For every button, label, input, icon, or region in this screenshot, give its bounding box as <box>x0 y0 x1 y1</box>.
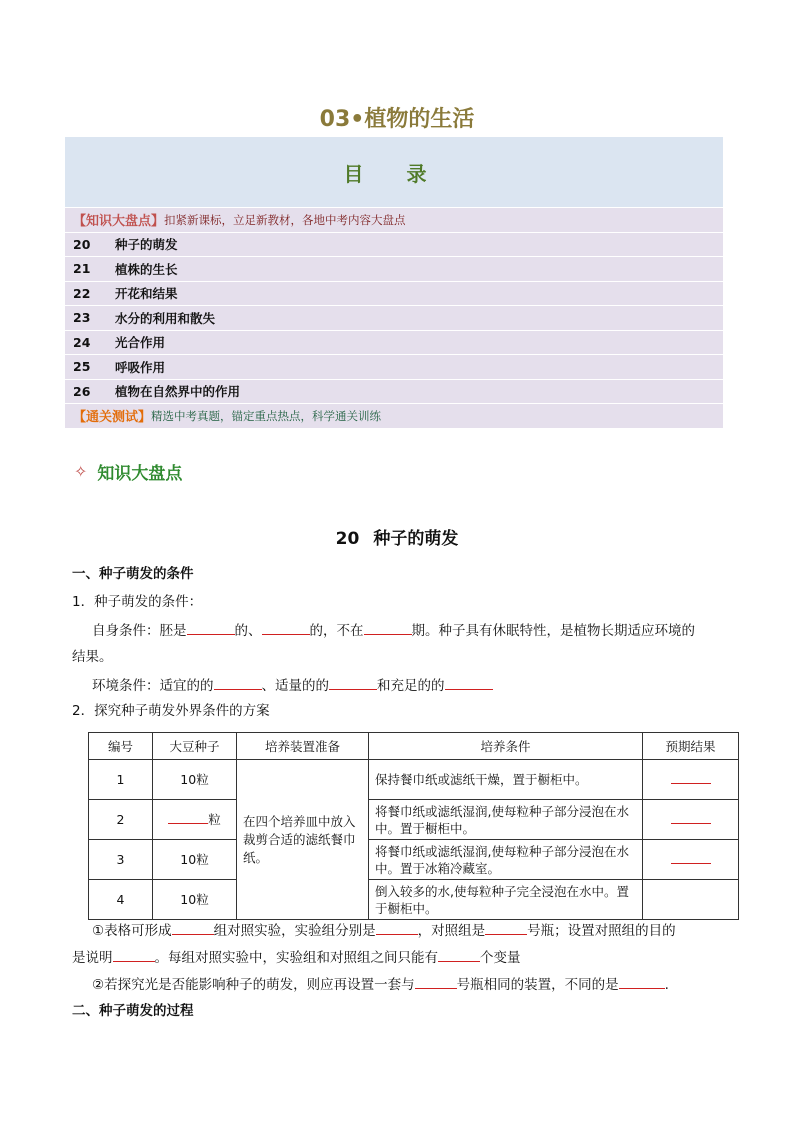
heading-process: 二、种子萌发的过程 <box>72 1003 194 1019</box>
heading-conditions: 一、种子萌发的条件 <box>72 566 194 582</box>
toc-item-label: 种子的萌发 <box>115 237 178 253</box>
section-title: 知识大盘点 <box>97 464 183 484</box>
answer-blank[interactable] <box>619 974 665 989</box>
table-row <box>89 880 739 920</box>
diamond-star-icon: ✧ <box>74 462 88 481</box>
cell-result[interactable] <box>643 840 739 880</box>
self-condition-cont: 结果。 <box>72 649 113 665</box>
toc-item[interactable] <box>65 330 723 355</box>
toc-knowledge-row[interactable] <box>65 207 723 232</box>
toc-item-label: 呼吸作用 <box>115 359 166 375</box>
cell-seeds: 10粒 <box>153 880 237 920</box>
text-span: . <box>664 977 669 993</box>
table-header-row <box>89 733 739 760</box>
text-span: 自身条件：胚是 <box>92 623 187 639</box>
table-of-contents <box>65 137 723 428</box>
table-header: 大豆种子 <box>153 733 237 760</box>
cell-result[interactable] <box>643 880 739 920</box>
toc-item-num: 24 <box>73 334 91 350</box>
toc-item-label: 开花和结果 <box>115 286 178 302</box>
answer-blank[interactable] <box>187 620 235 635</box>
toc-heading: 目 录 <box>65 137 723 207</box>
toc-test-bracket: 【通关测试】 <box>73 410 152 426</box>
text-span: 粒 <box>208 812 221 827</box>
answer-blank[interactable] <box>214 675 262 690</box>
text-span: ②若探究光是否能影响种子的萌发，则应再设置一套与 <box>92 977 415 993</box>
toc-test-desc: 精选中考真题，锚定重点热点，科学通关训练 <box>151 408 382 423</box>
cell-result[interactable] <box>643 760 739 800</box>
toc-test-row[interactable] <box>65 403 723 428</box>
answer-blank[interactable] <box>113 947 155 962</box>
cell-seeds[interactable] <box>153 800 237 840</box>
answer-blank[interactable] <box>168 811 208 824</box>
lesson-num: 20 <box>335 529 360 549</box>
text-span: 和充足的的 <box>377 678 445 694</box>
text-span: 环境条件：适宜的的 <box>92 678 214 694</box>
toc-item-num: 22 <box>73 285 91 301</box>
toc-item-label: 水分的利用和散失 <box>115 310 216 326</box>
cell-setup: 在四个培养皿中放入裁剪合适的滤纸餐巾纸。 <box>237 760 369 920</box>
answer-blank[interactable] <box>262 620 310 635</box>
text-span: 是说明 <box>72 950 113 966</box>
toc-item-num: 26 <box>73 383 91 399</box>
para-conditions: 1．种子萌发的条件： <box>72 594 203 610</box>
toc-item-num: 23 <box>73 310 91 326</box>
text-span: 、适量的的 <box>261 678 329 694</box>
section-heading <box>74 459 182 484</box>
cell-id: 4 <box>89 880 153 920</box>
lesson-name: 种子的萌发 <box>373 529 459 549</box>
answer-blank[interactable] <box>671 811 711 824</box>
table-row <box>89 760 739 800</box>
text-span: 号瓶相同的装置，不同的是 <box>456 977 619 993</box>
experiment-table <box>88 732 739 920</box>
document-title: 03•植物的生活 <box>319 107 475 132</box>
text-span: 个变量 <box>480 950 521 966</box>
toc-item-label: 植物在自然界中的作用 <box>115 384 241 400</box>
text-span: ，对照组是 <box>417 923 486 939</box>
cell-id: 3 <box>89 840 153 880</box>
answer-blank[interactable] <box>438 947 480 962</box>
para-experiment: 2．探究种子萌发外界条件的方案 <box>72 703 270 719</box>
toc-item-num: 25 <box>73 359 91 375</box>
toc-knowledge-bracket: 【知识大盘点】 <box>73 214 165 230</box>
question-2-line <box>92 974 669 995</box>
answer-blank[interactable] <box>485 920 527 935</box>
table-header: 培养条件 <box>369 733 643 760</box>
answer-blank[interactable] <box>671 771 711 784</box>
text-span: 的、 <box>234 623 262 639</box>
toc-item-num: 21 <box>73 261 91 277</box>
cell-id: 1 <box>89 760 153 800</box>
text-span: 组对照实验，实验组分别是 <box>213 923 376 939</box>
cell-seeds: 10粒 <box>153 760 237 800</box>
toc-item-label: 光合作用 <box>115 335 166 351</box>
table-header: 预期结果 <box>643 733 739 760</box>
cell-condition: 将餐巾纸或滤纸湿润,使每粒种子部分浸泡在水中。置于橱柜中。 <box>369 800 643 840</box>
toc-item[interactable] <box>65 232 723 257</box>
answer-blank[interactable] <box>671 851 711 864</box>
toc-knowledge-desc: 扣紧新课标，立足新教材，各地中考内容大盘点 <box>164 212 406 227</box>
toc-item-num: 20 <box>73 236 91 252</box>
table-header: 培养装置准备 <box>237 733 369 760</box>
question-1-cont <box>72 947 521 968</box>
self-condition-line <box>92 620 695 641</box>
answer-blank[interactable] <box>329 675 377 690</box>
answer-blank[interactable] <box>415 974 457 989</box>
toc-item[interactable] <box>65 354 723 379</box>
table-row <box>89 840 739 880</box>
table-row <box>89 800 739 840</box>
table-header: 编号 <box>89 733 153 760</box>
answer-blank[interactable] <box>364 620 412 635</box>
toc-item[interactable] <box>65 379 723 404</box>
question-1-line <box>92 920 676 941</box>
cell-id: 2 <box>89 800 153 840</box>
cell-seeds: 10粒 <box>153 840 237 880</box>
text-span: 号瓶；设置对照组的目的 <box>527 923 676 939</box>
text-span: 的，不在 <box>309 623 364 639</box>
answer-blank[interactable] <box>172 920 214 935</box>
toc-item[interactable] <box>65 281 723 306</box>
env-condition-line <box>92 675 493 696</box>
text-span: 期。种子具有休眠特性，是植物长期适应环境的 <box>411 623 695 639</box>
lesson-title <box>0 524 794 549</box>
text-span: ①表格可形成 <box>92 923 172 939</box>
answer-blank[interactable] <box>445 675 493 690</box>
text-span: 。每组对照实验中，实验组和对照组之间只能有 <box>154 950 438 966</box>
cell-condition: 倒入较多的水,使每粒种子完全浸泡在水中。置于橱柜中。 <box>369 880 643 920</box>
toc-item[interactable] <box>65 305 723 330</box>
cell-condition: 将餐巾纸或滤纸湿润,使每粒种子部分浸泡在水中。置于冰箱冷藏室。 <box>369 840 643 880</box>
answer-blank[interactable] <box>376 920 418 935</box>
toc-item[interactable] <box>65 256 723 281</box>
cell-condition: 保持餐巾纸或滤纸干燥，置于橱柜中。 <box>369 760 643 800</box>
toc-item-label: 植株的生长 <box>115 261 178 277</box>
cell-result[interactable] <box>643 800 739 840</box>
